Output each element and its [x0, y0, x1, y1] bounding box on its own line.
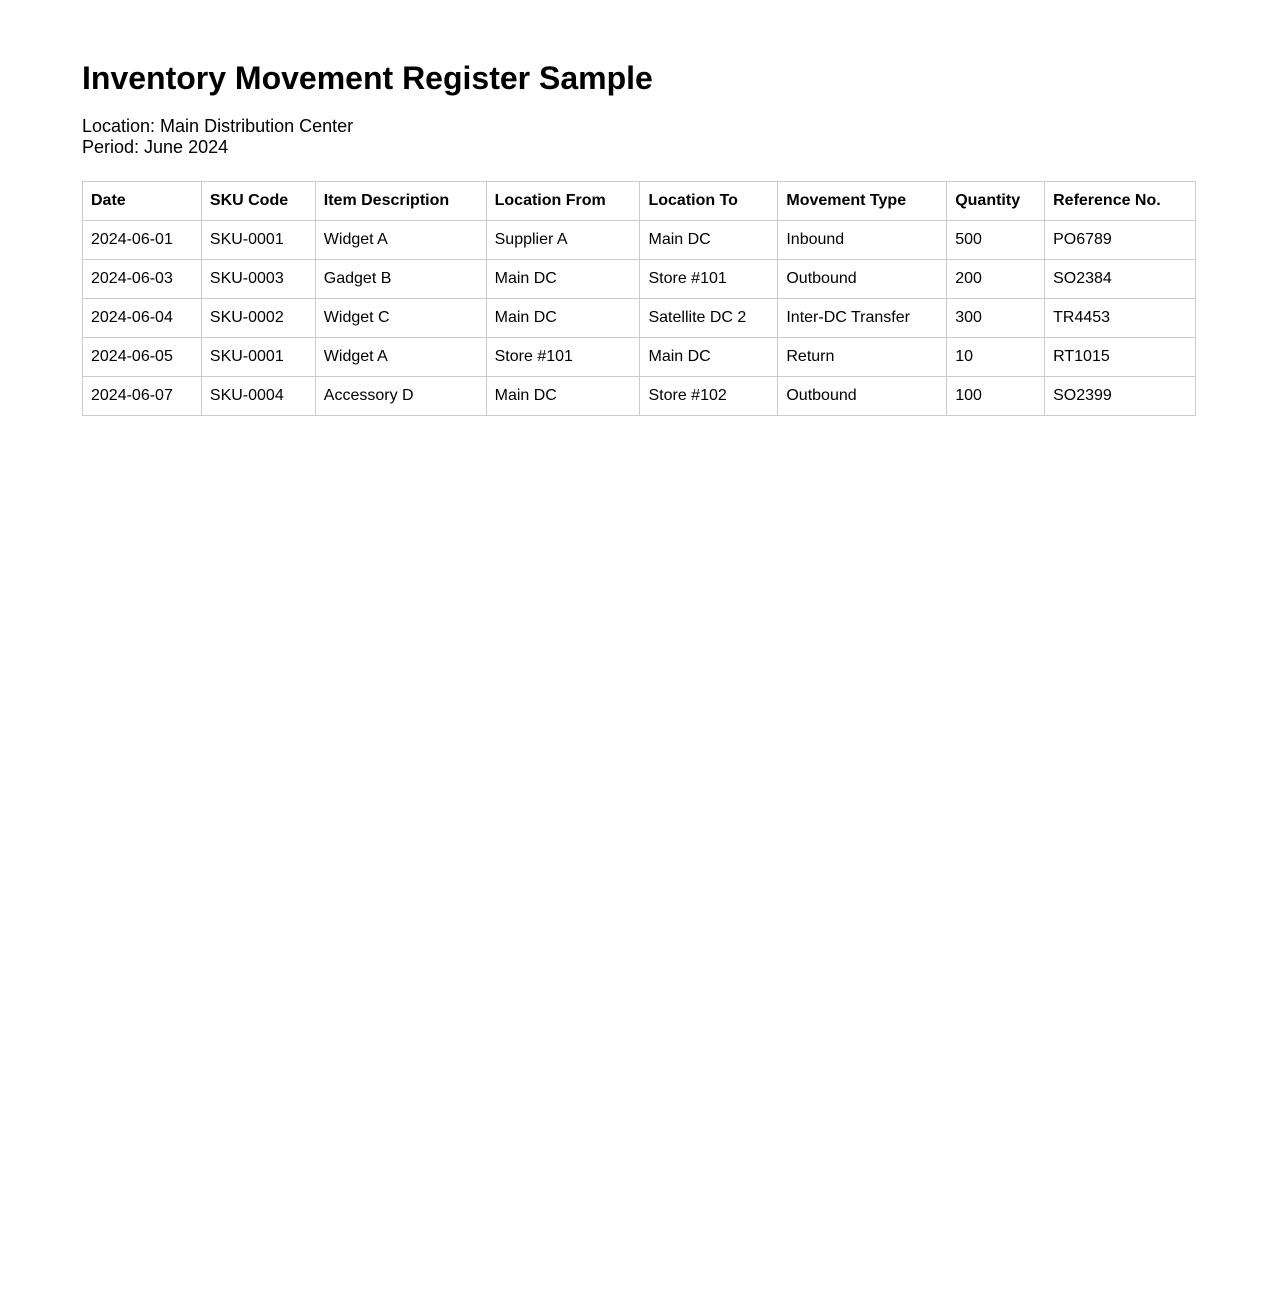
cell-quantity: 100	[947, 377, 1045, 416]
cell-location-to: Store #102	[640, 377, 778, 416]
cell-movement-type: Outbound	[778, 377, 947, 416]
column-header-quantity: Quantity	[947, 182, 1045, 221]
cell-location-from: Main DC	[486, 260, 640, 299]
cell-date: 2024-06-07	[83, 377, 202, 416]
cell-movement-type: Inter-DC Transfer	[778, 299, 947, 338]
table-row	[83, 260, 1196, 299]
cell-date: 2024-06-05	[83, 338, 202, 377]
cell-quantity: 300	[947, 299, 1045, 338]
cell-location-from: Store #101	[486, 338, 640, 377]
cell-movement-type: Outbound	[778, 260, 947, 299]
table-header-row	[83, 182, 1196, 221]
cell-item-description: Gadget B	[315, 260, 486, 299]
cell-location-from: Main DC	[486, 299, 640, 338]
cell-sku-code: SKU-0004	[201, 377, 315, 416]
cell-sku-code: SKU-0002	[201, 299, 315, 338]
column-header-date: Date	[83, 182, 202, 221]
cell-location-to: Store #101	[640, 260, 778, 299]
page-title: Inventory Movement Register Sample	[82, 60, 653, 96]
cell-sku-code: SKU-0003	[201, 260, 315, 299]
cell-location-from: Supplier A	[486, 221, 640, 260]
column-header-sku-code: SKU Code	[201, 182, 315, 221]
cell-reference-no: TR4453	[1045, 299, 1196, 338]
cell-date: 2024-06-01	[83, 221, 202, 260]
table-row	[83, 221, 1196, 260]
document-meta	[82, 116, 1196, 158]
cell-quantity: 10	[947, 338, 1045, 377]
cell-reference-no: RT1015	[1045, 338, 1196, 377]
cell-location-to: Main DC	[640, 338, 778, 377]
cell-location-to: Satellite DC 2	[640, 299, 778, 338]
column-header-movement-type: Movement Type	[778, 182, 947, 221]
column-header-location-from: Location From	[486, 182, 640, 221]
table-row	[83, 338, 1196, 377]
cell-sku-code: SKU-0001	[201, 221, 315, 260]
cell-reference-no: SO2399	[1045, 377, 1196, 416]
table-row	[83, 299, 1196, 338]
period-line: Period: June 2024	[82, 137, 229, 157]
table-row	[83, 377, 1196, 416]
column-header-reference-no: Reference No.	[1045, 182, 1196, 221]
cell-item-description: Widget A	[315, 338, 486, 377]
inventory-movement-table	[82, 181, 1196, 416]
document-page	[82, 58, 1196, 416]
cell-reference-no: SO2384	[1045, 260, 1196, 299]
cell-item-description: Widget A	[315, 221, 486, 260]
cell-date: 2024-06-03	[83, 260, 202, 299]
cell-item-description: Widget C	[315, 299, 486, 338]
cell-quantity: 200	[947, 260, 1045, 299]
cell-date: 2024-06-04	[83, 299, 202, 338]
cell-location-to: Main DC	[640, 221, 778, 260]
cell-location-from: Main DC	[486, 377, 640, 416]
cell-reference-no: PO6789	[1045, 221, 1196, 260]
column-header-item-description: Item Description	[315, 182, 486, 221]
cell-quantity: 500	[947, 221, 1045, 260]
cell-item-description: Accessory D	[315, 377, 486, 416]
cell-movement-type: Return	[778, 338, 947, 377]
cell-sku-code: SKU-0001	[201, 338, 315, 377]
column-header-location-to: Location To	[640, 182, 778, 221]
cell-movement-type: Inbound	[778, 221, 947, 260]
location-line: Location: Main Distribution Center	[82, 116, 354, 136]
